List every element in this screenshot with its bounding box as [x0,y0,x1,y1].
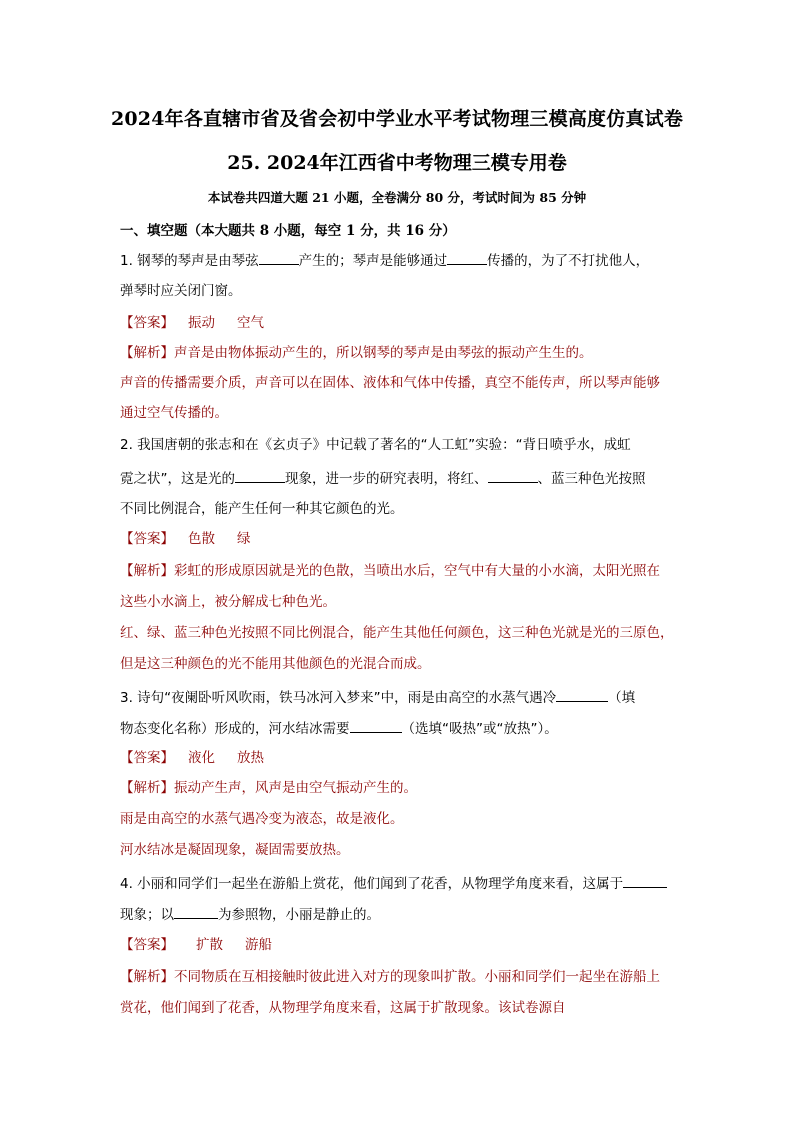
q2-analysis-line3: 红、绿、蓝三种色光按照不同比例混合，能产生其他任何颜色，这三种色光就是光的三原色， [120,625,674,641]
q2-analysis-line4: 但是这三种颜色的光不能用其他颜色的光混合而成。 [120,656,431,672]
exam-info: 本试卷共四道大题 21 小题，全卷满分 80 分，考试时间为 85 分钟 [207,190,587,205]
q4-stem-line2: 现象；以 为参照物，小丽是静止的。 [120,904,680,924]
q1-stem-line1: 1. 钢琴的琴声是由琴弦 产生的；琴声是能够通过 传播的，为了不打扰他人， [120,250,680,270]
q4-analysis-line1: 【解析】不同物质在互相接触时彼此进入对方的现象叫扩散。小丽和同学们一起坐在游船上 [120,969,660,985]
answer-blank [259,250,299,265]
q1-analysis-line1: 【解析】声音是由物体振动产生的，所以钢琴的琴声是由琴弦的振动产生生的。 [120,345,593,361]
analysis-tag: 【解析】 [120,563,174,579]
q2-answer: 【答案】 色散 绿 [120,531,251,547]
q2-analysis-line2: 这些小水滴上，被分解成七种色光。 [120,594,336,610]
q1-answer: 【答案】 振动 空气 [120,315,264,331]
analysis-tag: 【解析】 [120,345,174,361]
q3-stem-line1: 3. 诗句“夜阑卧听风吹雨，铁马冰河入梦来”中，雨是由高空的水蒸气遇冷 （填 [120,687,680,707]
answer-blank [174,904,218,919]
answer-blank [488,468,538,483]
exam-title: 25. 2024年江西省中考物理三模专用卷 [227,152,567,174]
q4-stem-line1: 4. 小丽和同学们一起坐在游船上赏花，他们闻到了花香，从物理学角度来看，这属于 [120,873,680,893]
section-heading: 一、填空题（本大题共 8 小题，每空 1 分，共 16 分） [120,223,456,239]
page-title: 2024年各直辖市省及省会初中学业水平考试物理三模高度仿真试卷 [110,108,684,130]
answer-blank [350,718,402,733]
q2-stem-line2: 霓之状”，这是光的 现象，进一步的研究表明，将红、 、蓝三种色光按照 [120,468,680,488]
q2-analysis-line1: 【解析】彩虹的形成原因就是光的色散，当喷出水后，空气中有大量的小水滴，太阳光照在 [120,563,660,579]
q3-analysis-line2: 雨是由高空的水蒸气遇冷变为液态，故是液化。 [120,811,404,827]
answer-tag: 【答案】 [120,315,174,331]
answer-blank [235,468,285,483]
q1-stem-line2: 弹琴时应关闭门窗。 [120,283,242,299]
q2-stem-line3: 不同比例混合，能产生任何一种其它颜色的光。 [120,501,404,517]
analysis-tag: 【解析】 [120,780,174,796]
answer-tag: 【答案】 [120,937,174,953]
answer-blank [556,687,608,702]
q2-stem-line1: 2. 我国唐朝的张志和在《玄贞子》中记载了著名的“人工虹”实验：“背日喷乎水，成虹 [120,437,631,453]
q3-analysis-line1: 【解析】振动产生声，风声是由空气振动产生的。 [120,780,417,796]
q3-answer: 【答案】 液化 放热 [120,750,264,766]
answer-tag: 【答案】 [120,531,174,547]
q1-analysis-line2: 声音的传播需要介质，声音可以在固体、液体和气体中传播，真空不能传声，所以琴声能够 [120,375,660,391]
q3-analysis-line3: 河水结冰是凝固现象，凝固需要放热。 [120,842,350,858]
q3-stem-line2: 物态变化名称）形成的，河水结冰需要 （选填“吸热”或“放热”）。 [120,718,680,738]
q1-analysis-line3: 通过空气传播的。 [120,405,228,421]
q4-answer: 【答案】 扩散 游船 [120,937,272,953]
answer-blank [623,873,667,888]
q4-analysis-line2: 赏花，他们闻到了花香，从物理学角度来看，这属于扩散现象。该试卷源自 [120,1000,566,1016]
analysis-tag: 【解析】 [120,969,174,985]
answer-tag: 【答案】 [120,750,174,766]
answer-blank [447,250,487,265]
